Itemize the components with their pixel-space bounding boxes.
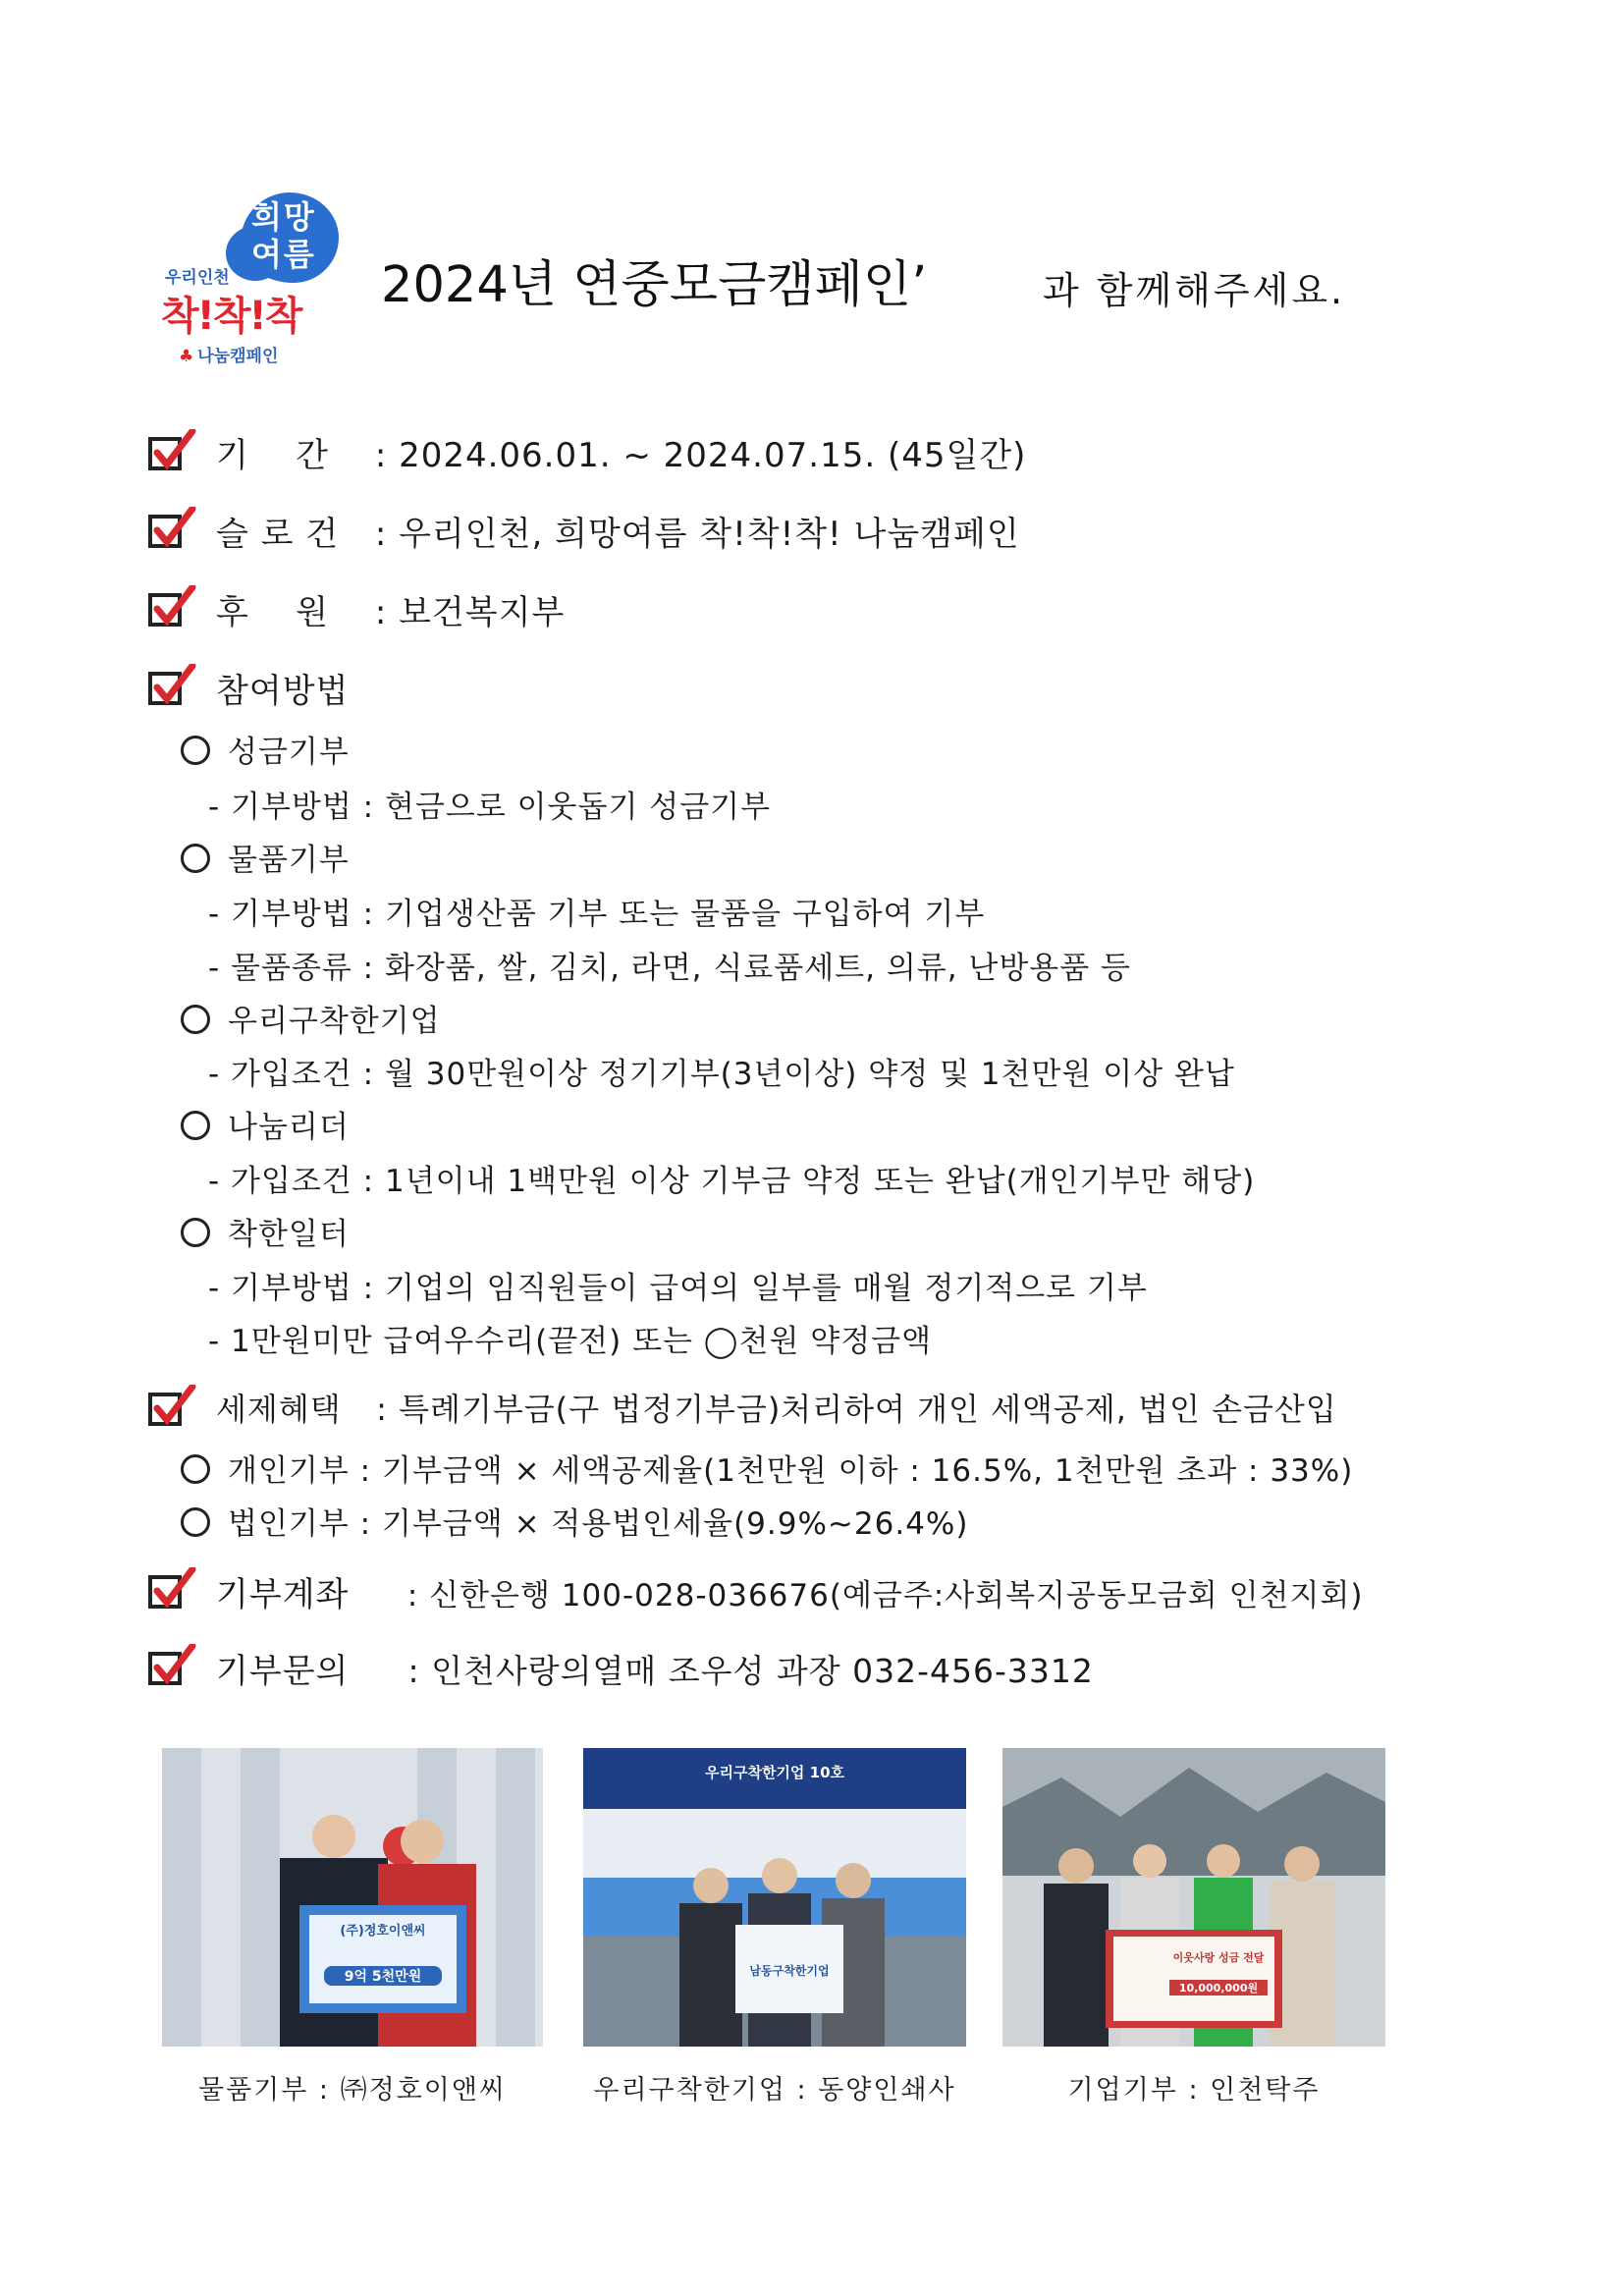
tax-personal-text: 개인기부 : 기부금액 × 세액공제율(1천만원 이하 : 16.5%, 1천만원 초과 : 33%) xyxy=(228,1453,1354,1489)
photo-caption-company: 우리구착한기업 : 동양인쇄사 xyxy=(593,2075,956,2105)
slogan-label: 슬 로 건 xyxy=(216,515,340,554)
participation-label: 참여방법 xyxy=(216,672,350,711)
circle-bullet-icon xyxy=(181,1111,210,1140)
photo-goods-donation xyxy=(162,1748,543,2047)
photo-good-company-image xyxy=(583,1748,966,2047)
page-title-tail: 과 함께해주세요. xyxy=(1043,269,1346,312)
photo1-board-amount: 9억 5천만원 xyxy=(324,1966,442,1986)
circle-bullet-icon xyxy=(181,1218,210,1247)
photo2-banner-text: 우리구착한기업 10호 xyxy=(704,1764,845,1781)
logo-city: 우리인천 xyxy=(165,268,230,288)
checkbox-checked-icon xyxy=(147,664,196,707)
photo3-board-text: 이웃사랑 성금 전달 xyxy=(1172,1951,1265,1964)
logo-chak: 착!착!착 xyxy=(161,294,301,339)
checkbox-checked-icon xyxy=(147,1644,196,1687)
period-label: 기 간 xyxy=(216,436,329,475)
circle-bullet-icon xyxy=(181,1454,210,1484)
photo-corporate-donation-image xyxy=(1002,1748,1385,2047)
photo3-board-amount: 10,000,000원 xyxy=(1169,1980,1268,1995)
method-goods-line1: - 기부방법 : 기업생산품 기부 또는 물품을 구입하여 기부 xyxy=(208,897,986,932)
method-cash-title xyxy=(181,727,350,771)
photo2-board-text: 남동구착한기업 xyxy=(749,1964,830,1978)
method-workplace-line2: - 1만원미만 급여우수리(끝전) 또는 ◯천원 약정금액 xyxy=(208,1324,933,1359)
method-cash-line1: - 기부방법 : 현금으로 이웃돕기 성금기부 xyxy=(208,790,772,825)
logo-campaign: ♣ 나눔캠페인 xyxy=(179,342,278,366)
page-title: 2024년 연중모금캠페인’ xyxy=(381,256,928,314)
method-goods-line2: - 물품종류 : 화장품, 쌀, 김치, 라면, 식료품세트, 의류, 난방용품 등 xyxy=(208,951,1131,986)
checkbox-checked-icon xyxy=(147,429,196,472)
period-value: : 2024.06.01. ~ 2024.07.15. (45일간) xyxy=(374,436,1027,475)
method-leader-title-text: 나눔리더 xyxy=(228,1110,350,1145)
method-leader-title xyxy=(181,1102,350,1146)
method-cash-title-text: 성금기부 xyxy=(228,735,350,770)
circle-bullet-icon xyxy=(181,1507,210,1537)
method-company-line1: - 가입조건 : 월 30만원이상 정기기부(3년이상) 약정 및 1천만원 이상 완납 xyxy=(208,1057,1235,1092)
method-leader-line1: - 가입조건 : 1년이내 1백만원 이상 기부금 약정 또는 완납(개인기부만 해당) xyxy=(208,1164,1256,1199)
period-row xyxy=(216,428,1026,476)
circle-bullet-icon xyxy=(181,736,210,765)
tax-row xyxy=(216,1385,1337,1430)
method-workplace-line1: - 기부방법 : 기업의 임직원들이 급여의 일부를 매월 정기적으로 기부 xyxy=(208,1271,1148,1306)
photo-goods-donation-image xyxy=(162,1748,543,2047)
method-company-title-text: 우리구착한기업 xyxy=(228,1004,441,1039)
method-company-title xyxy=(181,996,441,1040)
photo-good-company xyxy=(583,1748,966,2047)
photo-caption-corporate: 기업기부 : 인천탁주 xyxy=(1067,2075,1321,2105)
sponsor-value: : 보건복지부 xyxy=(374,593,566,632)
method-workplace-title xyxy=(181,1209,350,1253)
method-workplace-title-text: 착한일터 xyxy=(228,1217,350,1252)
tax-value: : 특례기부금(구 법정기부금)처리하여 개인 세액공제, 법인 손금산입 xyxy=(376,1391,1337,1428)
tax-corporate xyxy=(181,1499,968,1543)
circle-bullet-icon xyxy=(181,844,210,873)
photo-caption-goods: 물품기부 : ㈜정호이앤씨 xyxy=(198,2075,507,2105)
logo-hope-summer: 희망여름 xyxy=(251,198,316,273)
tax-corporate-text: 법인기부 : 기부금액 × 적용법인세율(9.9%~26.4%) xyxy=(228,1506,969,1542)
campaign-logo xyxy=(157,187,353,373)
inquiry-value: : 인천사랑의열매 조우성 과장 032-456-3312 xyxy=(407,1652,1094,1690)
photo-corporate-donation xyxy=(1002,1748,1385,2047)
sponsor-label: 후 원 xyxy=(216,593,329,632)
slogan-row xyxy=(216,507,1020,555)
circle-bullet-icon xyxy=(181,1005,210,1034)
account-row xyxy=(216,1567,1363,1615)
checkbox-checked-icon xyxy=(147,507,196,550)
inquiry-label: 기부문의 xyxy=(216,1652,350,1691)
account-value: : 신한은행 100-028-036676(예금주:사회복지공동모금회 인천지회) xyxy=(406,1578,1364,1613)
checkbox-checked-icon xyxy=(147,585,196,629)
inquiry-row xyxy=(216,1644,1094,1692)
photo1-board-text: (주)정호이앤씨 xyxy=(340,1924,426,1939)
checkbox-checked-icon xyxy=(147,1385,196,1428)
account-label: 기부계좌 xyxy=(216,1575,350,1614)
tax-label: 세제혜택 xyxy=(216,1391,342,1428)
slogan-value: : 우리인천, 희망여름 착!착!착! 나눔캠페인 xyxy=(374,515,1020,554)
method-goods-title xyxy=(181,835,350,879)
tax-personal xyxy=(181,1446,1353,1490)
checkbox-checked-icon xyxy=(147,1567,196,1611)
method-goods-title-text: 물품기부 xyxy=(228,843,350,878)
sponsor-row xyxy=(216,585,565,633)
